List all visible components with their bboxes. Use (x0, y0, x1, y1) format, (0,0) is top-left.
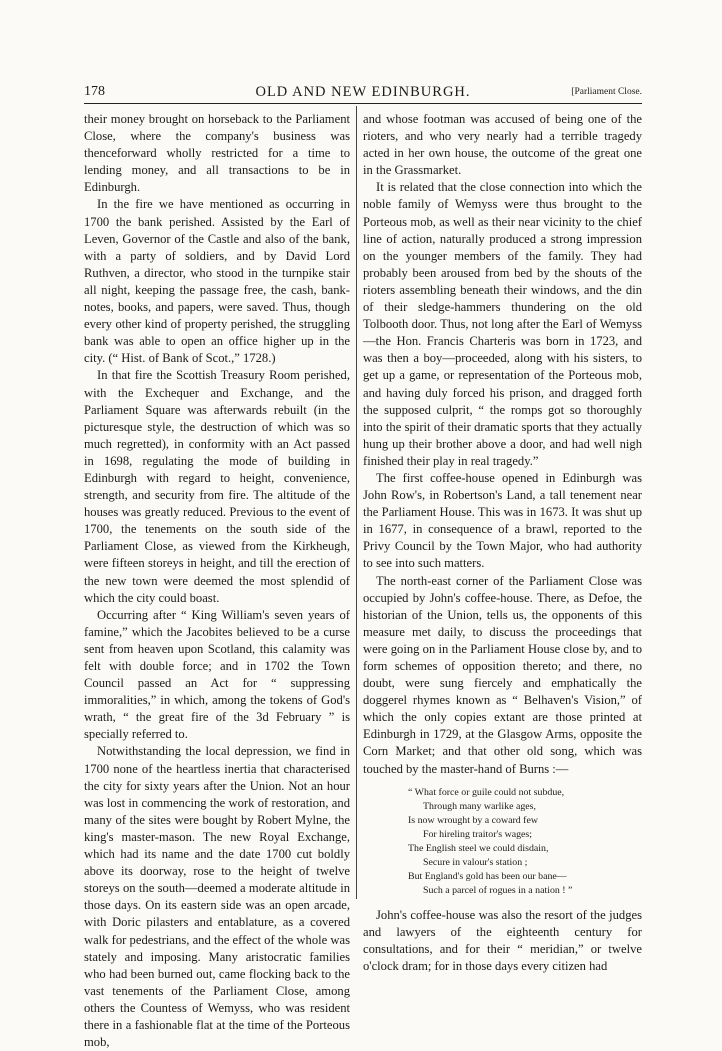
paragraph: Notwithstanding the local depression, we find in 1700 none of the heartless inertia that characterised the city for sixty years after the Union. Not an hour was lost in commencing the work of restoration, and many of the sites were bought by Robert Mylne, the king's master-mason. The new Royal Exchange, which had its name and the date 1700 cut boldly above its doorway, rose to the height of twelve storeys on the south—deemed a moderate altitude in those days. On its eastern side was an open arcade, with Doric pilasters and entablature, as a covered walk for pedestrians, and the effect of the whole was stately and imposing. Many aristocratic families who had been burned out, came flocking back to the vast tenements of the Parliament Close, among others the Countess of Wemyss, who was resident there in a fashionable flat at the time of the Porteous mob, (84, 744, 350, 1050)
poem-line: Is now wrought by a coward few (408, 814, 538, 826)
poem-line: Through many warlike ages, (423, 800, 536, 812)
poem-line: For hireling traitor's wages; (423, 828, 533, 840)
paragraph: Occurring after “ King William's seven years of famine,” which the Jacobites believed to be a curse sent from heaven upon Scotland, this calamity was felt with double force; and in 1702 the Town Council passed an Act for “ suppressing immoralities,” in which, among the tokens of God's wrath, “ the great fire of the 3d February ” is specially referred to. (84, 607, 350, 742)
paragraph: John's coffee-house was also the resort of the judges and lawyers of the eighteenth century for consultations, and for their “ meridian,” or twelve o'clock dram; for in those days every citizen had (363, 907, 642, 973)
left-column (84, 111, 350, 1050)
paragraph: In that fire the Scottish Treasury Room perished, with the Exchequer and Exchange, and the Parliament Square was afterwards rebuilt (in the picturesque style, the destruction of which was so much regretted), in conformity with an Act passed in 1698, regulating the mode of building in Edinburgh with regard to height, convenience, strength, and security from fire. The altitude of the houses was greatly reduced. Previous to the event of 1700, the tenements on the south side of the Parliament Close, as viewed from the Kirkheugh, were fifteen storeys in height, and till the erection of the new town were deemed the most splendid of which the city could boast. (84, 368, 350, 605)
paragraph: The first coffee-house opened in Edinburgh was John Row's, in Robertson's Land, a tall tenement near the Parliament House. This was in 1673. It was shut up in 1677, in consequence of a brawl, reported to the Privy Council by the Town Major, who had authority to see into such matters. (363, 470, 642, 571)
page-number: 178 (84, 84, 105, 99)
poem-quotation (408, 786, 642, 898)
poem-line: The English steel we could disdain, (408, 842, 549, 854)
poem-line: But England's gold has been our bane— (408, 870, 567, 882)
poem-line: Such a parcel of rogues in a nation ! ” (423, 884, 573, 896)
running-header (84, 84, 642, 104)
poem-line: “ What force or guile could not subdue, (408, 786, 565, 798)
paragraph: In the fire we have mentioned as occurring in 1700 the bank perished. Assisted by the Earl of Leven, Governor of the Castle and also of the bank, with a party of soldiers, and by David Lord Ruthven, a director, who stood in the turnpike stair all night, keeping the passage free, the cash, bank-notes, books, and papers, were saved. Thus, though every other kind of property perished, the struggling bank was able to open an office higher up in the city. (“ Hist. of Bank of Scot.,” 1728.) (84, 197, 350, 366)
section-label: [Parliament Close. (571, 87, 642, 97)
running-title: OLD AND NEW EDINBURGH. (255, 84, 471, 100)
paragraph: It is related that the close connection into which the noble family of Wemyss were thus brought to the Porteous mob, as well as their near vicinity to the chief line of action, naturally produced a strong impression on the younger members of the family. They had probably been aroused from bed by the shouts of the rioters assembling beneath their windows, and the din of their sledge-hammers thundering on the old Tolbooth door. Thus, not long after the Earl of Wemyss—the Hon. Francis Charteris was born in 1723, and was then a boy—proceeded, along with his sisters, to get up a game, or representation of the Porteous mob, and having duly forced his prison, and dragged forth the supposed culprit, “ the romps got so thoroughly into the spirit of their dramatic sports that they actually hung up their brother above a door, and had well nigh finished their play in real tragedy.” (363, 180, 642, 468)
poem-line: Secure in valour's station ; (423, 856, 528, 868)
header-rule (84, 103, 642, 104)
paragraph: and whose footman was accused of being one of the rioters, and who very nearly had a terrible tragedy acted in her own house, the outcome of the great one in the Grassmarket. (363, 112, 642, 178)
paragraph: their money brought on horseback to the Parliament Close, where the company's business was thenceforward wholly restricted for a time to lending money, and all transactions to be in Edinburgh. (84, 112, 350, 195)
right-column (363, 111, 642, 973)
paragraph: The north-east corner of the Parliament Close was occupied by John's coffee-house. There, as Defoe, the historian of the Union, tells us, the opponents of this measure met daily, to discuss the proceedings that were going on in the Parliament House close by, and to form schemes of opposition thereto; and there, no doubt, were sung fiercely and emphatically the doggerel rhymes known as “ Belhaven's Vision,” of which the only copies extant are those printed at Edinburgh in 1729, at the Glasgow Arms, opposite the Corn Market; and that other old song, which was touched by the master-hand of Burns :— (363, 573, 642, 776)
column-divider (356, 106, 357, 899)
